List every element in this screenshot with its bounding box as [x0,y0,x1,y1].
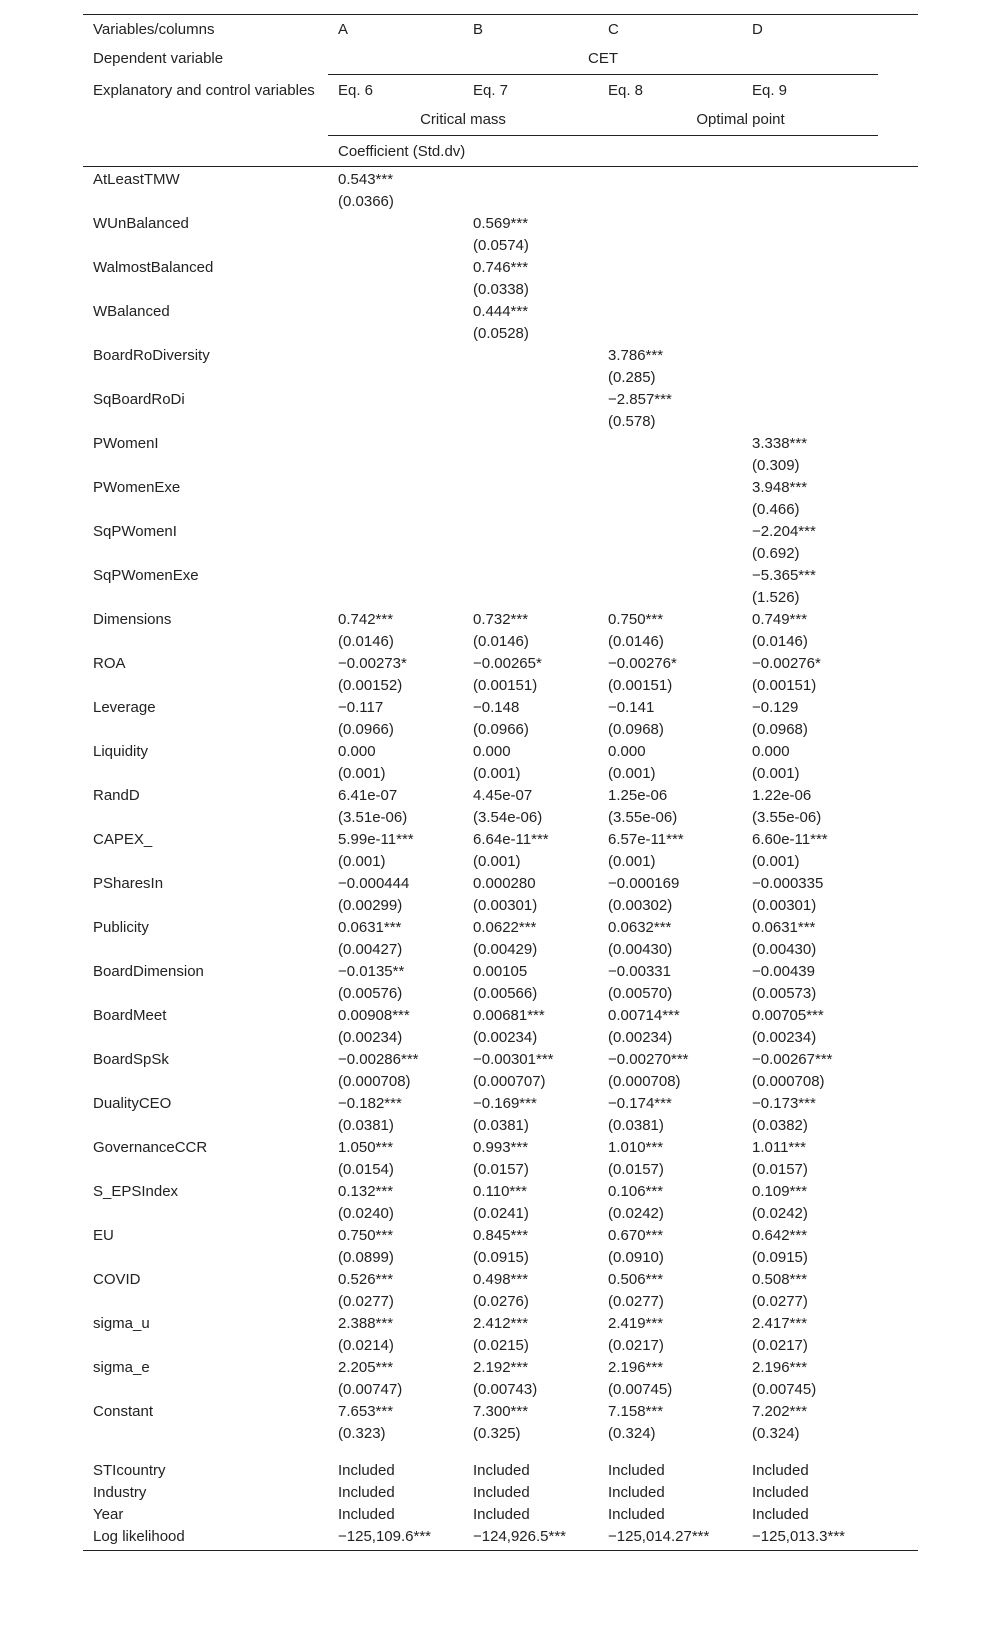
footer-value-cell: Included [338,1506,395,1523]
std-error-cell: (0.0366) [338,193,394,210]
row-variable-name: SqPWomenExe [93,567,199,584]
footer-value-cell: Included [608,1506,665,1523]
coefficient-cell: 6.64e-11*** [473,831,549,848]
coefficient-cell: 2.196*** [608,1359,664,1376]
coefficient-cell: −0.00270*** [608,1051,689,1068]
coefficient-cell: 0.742*** [338,611,394,628]
std-error-cell: (0.00747) [338,1381,403,1398]
std-error-cell: (0.0276) [473,1293,529,1310]
footer-value-cell: Included [473,1506,530,1523]
coefficient-cell: 0.444*** [473,303,529,320]
std-error-cell: (0.001) [338,765,386,782]
coefficient-cell: 0.0632*** [608,919,672,936]
std-error-cell: (0.00429) [473,941,538,958]
row-variable-name: SqBoardRoDi [93,391,185,408]
std-error-cell: (3.54e-06) [473,809,543,826]
row-variable-name: BoardRoDiversity [93,347,210,364]
footer-value-cell: −125,109.6*** [338,1528,432,1545]
coefficient-cell: −0.182*** [338,1095,402,1112]
std-error-cell: (0.285) [608,369,656,386]
coefficient-cell: 0.000 [752,743,790,760]
std-error-cell: (0.324) [608,1425,656,1442]
group-span-rule [328,135,878,136]
std-error-cell: (0.0338) [473,281,529,298]
row-variable-name: CAPEX_ [93,831,153,848]
std-error-cell: (0.00573) [752,985,817,1002]
coefficient-cell: −0.173*** [752,1095,816,1112]
footer-value-cell: Included [338,1462,395,1479]
coefficient-cell: 2.196*** [752,1359,808,1376]
row-variable-name: WUnBalanced [93,215,189,232]
std-error-cell: (0.001) [473,853,521,870]
std-error-cell: (0.0277) [338,1293,394,1310]
coefficient-cell: −0.00439 [752,963,815,980]
std-error-cell: (0.00427) [338,941,403,958]
row-variable-name: sigma_e [93,1359,150,1376]
coefficient-cell: 0.642*** [752,1227,808,1244]
std-error-cell: (0.0146) [473,633,529,650]
coefficient-cell: 0.0622*** [473,919,537,936]
coefficient-cell: 0.00908*** [338,1007,410,1024]
footer-value-cell: Included [608,1462,665,1479]
footer-value-cell: Included [752,1506,809,1523]
row-variable-name: WalmostBalanced [93,259,214,276]
coefficient-cell: −0.000335 [752,875,824,892]
std-error-cell: (0.000708) [338,1073,411,1090]
std-error-cell: (0.001) [752,765,800,782]
coefficient-cell: 0.000280 [473,875,536,892]
coefficient-cell: 1.25e-06 [608,787,668,804]
std-error-cell: (0.00234) [752,1029,817,1046]
coefficient-cell: 0.0631*** [338,919,402,936]
header-dependent-label: Dependent variable [93,50,224,67]
std-error-cell: (0.0214) [338,1337,394,1354]
std-error-cell: (3.51e-06) [338,809,408,826]
coefficient-cell: 3.338*** [752,435,808,452]
row-variable-name: Dimensions [93,611,172,628]
dependent-span-rule [328,74,878,75]
std-error-cell: (0.00430) [608,941,673,958]
coefficient-cell: 0.00705*** [752,1007,824,1024]
std-error-cell: (0.000708) [608,1073,681,1090]
coefficient-cell: 2.419*** [608,1315,664,1332]
coefficient-cell: 0.732*** [473,611,529,628]
std-error-cell: (0.00301) [752,897,817,914]
row-variable-name: BoardSpSk [93,1051,169,1068]
row-variable-name: WBalanced [93,303,170,320]
coefficient-cell: 0.749*** [752,611,808,628]
std-error-cell: (0.0382) [752,1117,808,1134]
std-error-cell: (0.001) [608,765,656,782]
coefficient-cell: 0.508*** [752,1271,808,1288]
header-letter-a: A [338,21,349,38]
coefficient-cell: −0.00273* [338,655,407,672]
std-error-cell: (0.001) [338,853,386,870]
header-letter-d: D [752,21,763,38]
coefficient-cell: 0.0631*** [752,919,816,936]
coefficient-cell: 2.388*** [338,1315,394,1332]
coefficient-cell: −0.00286*** [338,1051,419,1068]
std-error-cell: (0.0146) [338,633,394,650]
std-error-cell: (0.0217) [752,1337,808,1354]
coefficient-cell: 0.106*** [608,1183,664,1200]
std-error-cell: (0.0215) [473,1337,529,1354]
coefficient-cell: 0.498*** [473,1271,529,1288]
row-variable-name: DualityCEO [93,1095,172,1112]
std-error-cell: (0.000708) [752,1073,825,1090]
std-error-cell: (0.0240) [338,1205,394,1222]
coefficient-cell: 1.050*** [338,1139,394,1156]
coefficient-cell: 0.000 [338,743,376,760]
std-error-cell: (0.0217) [608,1337,664,1354]
std-error-cell: (0.00299) [338,897,403,914]
std-error-cell: (0.0968) [608,721,664,738]
row-variable-name: Leverage [93,699,156,716]
coefficient-cell: −0.00276* [752,655,821,672]
coefficient-cell: −0.0135** [338,963,405,980]
coefficient-cell: 6.41e-07 [338,787,398,804]
footer-label: STIcountry [93,1462,166,1479]
coefficient-cell: 0.00681*** [473,1007,545,1024]
coefficient-cell: 0.750*** [608,611,664,628]
group-critical-mass: Critical mass [420,111,506,128]
std-error-cell: (0.692) [752,545,800,562]
header-dependent-value: CET [588,50,618,67]
footer-value-cell: Included [338,1484,395,1501]
coefficient-cell: 0.110*** [473,1183,527,1200]
coefficient-cell: 2.205*** [338,1359,394,1376]
coefficient-cell: −0.174*** [608,1095,672,1112]
coefficient-cell: 4.45e-07 [473,787,533,804]
table-top-rule [83,14,918,15]
footer-value-cell: −124,926.5*** [473,1528,567,1545]
std-error-cell: (0.0574) [473,237,529,254]
footer-value-cell: Included [752,1484,809,1501]
std-error-cell: (0.309) [752,457,800,474]
coefficient-cell: −0.00265* [473,655,542,672]
std-error-cell: (0.00151) [608,677,673,694]
header-letter-b: B [473,21,484,38]
std-error-cell: (0.00745) [752,1381,817,1398]
std-error-cell: (0.000707) [473,1073,546,1090]
group-optimal-point: Optimal point [696,111,785,128]
coefficient-cell: −0.00331 [608,963,671,980]
std-error-cell: (0.0146) [752,633,808,650]
std-error-cell: (0.001) [473,765,521,782]
coefficient-cell: 2.417*** [752,1315,808,1332]
std-error-cell: (0.0146) [608,633,664,650]
row-variable-name: sigma_u [93,1315,150,1332]
coefficient-cell: 0.109*** [752,1183,808,1200]
coefficient-cell: −0.141 [608,699,655,716]
coefficient-cell: 3.948*** [752,479,808,496]
std-error-cell: (0.578) [608,413,656,430]
coefficient-cell: 2.412*** [473,1315,529,1332]
row-variable-name: AtLeastTMW [93,171,180,188]
coefficient-cell: 0.670*** [608,1227,664,1244]
std-error-cell: (0.0528) [473,325,529,342]
coefficient-cell: 7.158*** [608,1403,664,1420]
row-variable-name: ROA [93,655,126,672]
std-error-cell: (0.001) [608,853,656,870]
std-error-cell: (0.00745) [608,1381,673,1398]
header-bottom-rule [83,166,918,167]
std-error-cell: (0.00743) [473,1381,538,1398]
coefficient-cell: 0.132*** [338,1183,394,1200]
row-variable-name: Liquidity [93,743,149,760]
std-error-cell: (0.00430) [752,941,817,958]
std-error-cell: (0.0381) [608,1117,664,1134]
std-error-cell: (0.0157) [608,1161,664,1178]
coefficient-cell: −0.148 [473,699,520,716]
std-error-cell: (0.00301) [473,897,538,914]
header-eq-a: Eq. 6 [338,82,374,99]
coefficient-cell: −2.204*** [752,523,816,540]
row-variable-name: PWomenExe [93,479,181,496]
coefficient-cell: −5.365*** [752,567,816,584]
std-error-cell: (0.00152) [338,677,403,694]
std-error-cell: (0.466) [752,501,800,518]
coefficient-cell: 0.00714*** [608,1007,680,1024]
std-error-cell: (0.00566) [473,985,538,1002]
std-error-cell: (0.0966) [338,721,394,738]
header-eq-d: Eq. 9 [752,82,788,99]
table-bottom-rule [83,1550,918,1551]
coefficient-cell: 0.000 [473,743,511,760]
std-error-cell: (0.325) [473,1425,521,1442]
footer-label: Year [93,1506,124,1523]
footer-value-cell: Included [752,1462,809,1479]
coefficient-cell: 6.60e-11*** [752,831,828,848]
header-letter-c: C [608,21,619,38]
std-error-cell: (0.00151) [752,677,817,694]
coefficient-cell: 1.011*** [752,1139,806,1156]
coefficient-cell: 6.57e-11*** [608,831,684,848]
coefficient-cell: −2.857*** [608,391,672,408]
std-error-cell: (0.0154) [338,1161,394,1178]
std-error-cell: (0.0241) [473,1205,529,1222]
std-error-cell: (0.00302) [608,897,673,914]
std-error-cell: (0.0381) [338,1117,394,1134]
footer-label: Log likelihood [93,1528,185,1545]
std-error-cell: (3.55e-06) [608,809,678,826]
coefficient-cell: 7.653*** [338,1403,394,1420]
row-variable-name: PWomenI [93,435,159,452]
coefficient-cell: −0.000169 [608,875,680,892]
coefficient-cell: −0.00301*** [473,1051,554,1068]
coefficient-cell: 3.786*** [608,347,664,364]
row-variable-name: GovernanceCCR [93,1139,208,1156]
header-eq-b: Eq. 7 [473,82,509,99]
footer-value-cell: Included [473,1462,530,1479]
std-error-cell: (0.0899) [338,1249,394,1266]
std-error-cell: (0.00234) [473,1029,538,1046]
coefficient-cell: 0.543*** [338,171,394,188]
std-error-cell: (0.00234) [608,1029,673,1046]
std-error-cell: (0.0277) [752,1293,808,1310]
coefficient-cell: 7.300*** [473,1403,529,1420]
std-error-cell: (0.0157) [473,1161,529,1178]
coefficient-cell: 0.000 [608,743,646,760]
std-error-cell: (0.0915) [752,1249,808,1266]
row-variable-name: PSharesIn [93,875,164,892]
header-coefficient-note: Coefficient (Std.dv) [338,143,466,160]
std-error-cell: (0.00570) [608,985,673,1002]
std-error-cell: (0.001) [752,853,800,870]
coefficient-cell: 0.526*** [338,1271,394,1288]
std-error-cell: (0.0968) [752,721,808,738]
row-variable-name: COVID [93,1271,141,1288]
coefficient-cell: −0.169*** [473,1095,537,1112]
coefficient-cell: −0.129 [752,699,799,716]
coefficient-cell: 0.750*** [338,1227,394,1244]
header-label-columns: Variables/columns [93,21,215,38]
footer-value-cell: Included [608,1484,665,1501]
std-error-cell: (0.324) [752,1425,800,1442]
row-variable-name: SqPWomenI [93,523,177,540]
row-variable-name: RandD [93,787,140,804]
std-error-cell: (0.0242) [752,1205,808,1222]
coefficient-cell: 0.993*** [473,1139,529,1156]
std-error-cell: (0.0242) [608,1205,664,1222]
footer-value-cell: −125,014.27*** [608,1528,710,1545]
coefficient-cell: 0.569*** [473,215,529,232]
coefficient-cell: −0.00267*** [752,1051,833,1068]
coefficient-cell: 0.506*** [608,1271,664,1288]
row-variable-name: BoardMeet [93,1007,167,1024]
std-error-cell: (0.0277) [608,1293,664,1310]
coefficient-cell: 0.845*** [473,1227,529,1244]
coefficient-cell: 1.22e-06 [752,787,812,804]
row-variable-name: Constant [93,1403,154,1420]
coefficient-cell: −0.00276* [608,655,677,672]
header-eq-c: Eq. 8 [608,82,644,99]
row-variable-name: S_EPSIndex [93,1183,179,1200]
std-error-cell: (0.0966) [473,721,529,738]
coefficient-cell: −0.000444 [338,875,410,892]
std-error-cell: (0.0157) [752,1161,808,1178]
footer-value-cell: −125,013.3*** [752,1528,846,1545]
std-error-cell: (1.526) [752,589,800,606]
row-variable-name: Publicity [93,919,149,936]
std-error-cell: (3.55e-06) [752,809,822,826]
footer-label: Industry [93,1484,147,1501]
std-error-cell: (0.00151) [473,677,538,694]
coefficient-cell: 7.202*** [752,1403,808,1420]
coefficient-cell: 0.00105 [473,963,528,980]
std-error-cell: (0.0381) [473,1117,529,1134]
coefficient-cell: 5.99e-11*** [338,831,414,848]
row-variable-name: EU [93,1227,114,1244]
coefficient-cell: 1.010*** [608,1139,664,1156]
coefficient-cell: 0.746*** [473,259,529,276]
std-error-cell: (0.00234) [338,1029,403,1046]
header-equation-label: Explanatory and control variables [93,82,315,99]
std-error-cell: (0.00576) [338,985,403,1002]
footer-value-cell: Included [473,1484,530,1501]
coefficient-cell: −0.117 [338,699,384,716]
row-variable-name: BoardDimension [93,963,204,980]
std-error-cell: (0.0910) [608,1249,664,1266]
std-error-cell: (0.0915) [473,1249,529,1266]
coefficient-cell: 2.192*** [473,1359,529,1376]
std-error-cell: (0.323) [338,1425,386,1442]
